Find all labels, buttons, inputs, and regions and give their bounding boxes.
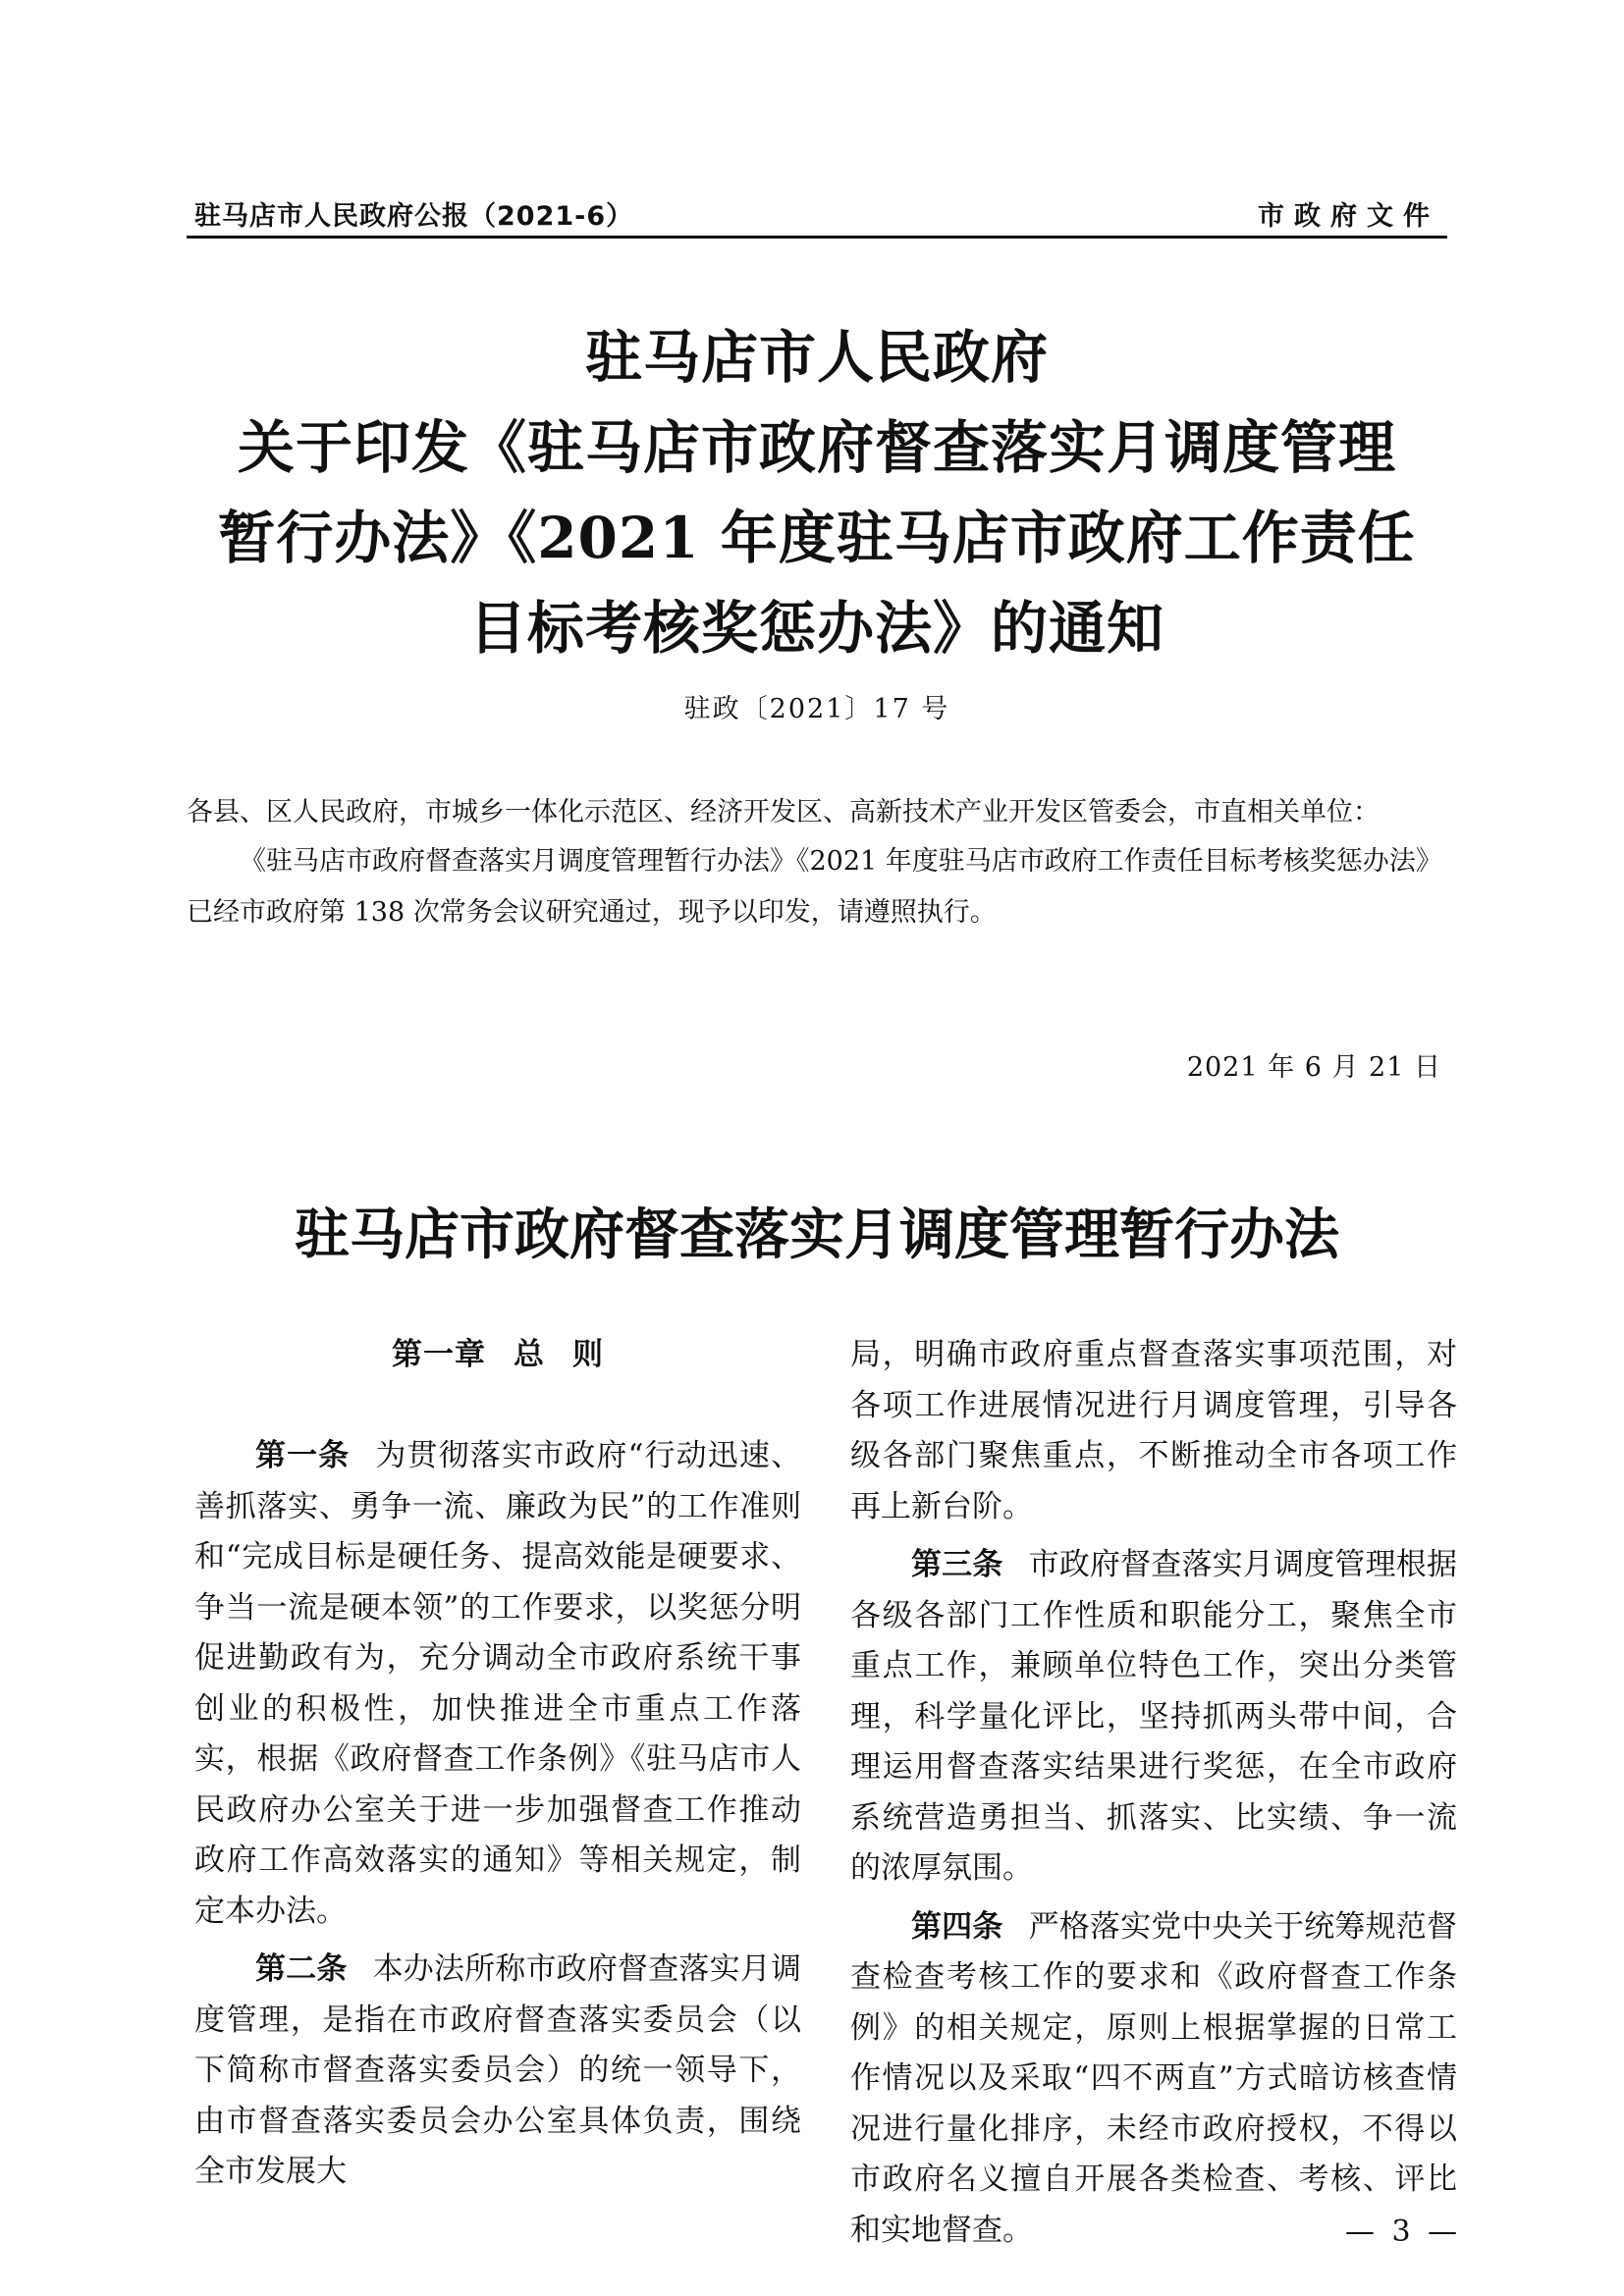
section-name: 市政府文件 (1258, 201, 1439, 232)
notice-title-line: 驻马店市人民政府 (584, 324, 1049, 391)
chapter-title-char: 则 (572, 1337, 604, 1372)
article (850, 1902, 1457, 2257)
publication-name: 驻马店市人民政府公报（2021-6） (194, 201, 634, 232)
left-column (194, 1330, 801, 2206)
notice-body: 《驻马店市政府督查落实月调度管理暂行办法》《2021 年度驻马店市政府工作责任目标考核奖惩办法》已经市政府第 138 次常务会议研究通过，现予以印发，请遵照执行。 (187, 846, 1442, 928)
article-label: 第一条 (255, 1438, 351, 1473)
article-text: 严格落实党中央关于统筹规范督查检查考核工作的要求和《政府督查工作条例》的相关规定，原则上根据掌握的日常工作情况以及采取“四不两直”方式暗访核查情况进行量化排序，未经市政府授权，不得以市政府名义擅自开展各类检查、考核、评比和实地督查。 (850, 1908, 1457, 2248)
article (194, 1431, 801, 1937)
article-label: 第四条 (911, 1908, 1003, 1945)
article-text: 为贯彻落实市政府“行动迅速、善抓落实、勇争一流、廉政为民”的工作准则和“完成目标是硬任务、提高效能是硬要求、争当一流是硬本领”的工作要求，以奖惩分明促进勤政有为，充分调动全市政府系统干事创业的积极性，加快推进全市重点工作落实，根据《政府督查工作条例》《驻马店市人民政府办公室关于进一步加强督查工作推动政府工作高效落实的通知》等相关规定，制定本办法。 (194, 1438, 801, 1929)
notice-title (187, 312, 1447, 673)
article-label: 第二条 (255, 1951, 348, 1987)
chapter-number: 第一章 (392, 1337, 486, 1372)
article (850, 1540, 1457, 1895)
article-continuation: 局，明确市政府重点督查落实事项范围，对各项工作进展情况进行月调度管理，引导各级各部门聚焦重点，不断推动全市各项工作再上新台阶。 (850, 1337, 1457, 1524)
article-label: 第三条 (911, 1547, 1003, 1582)
document-title: 驻马店市政府督查落实月调度管理暂行办法 (295, 1202, 1339, 1267)
notice-date: 2021 年 6 月 21 日 (1186, 1052, 1441, 1083)
chapter-heading (194, 1330, 801, 1381)
notice-title-line: 关于印发《驻马店市政府督查落实月调度管理 (237, 414, 1396, 481)
article (194, 1945, 801, 2198)
chapter-title-char: 总 (514, 1337, 545, 1372)
page-header (187, 192, 1447, 239)
page-number: — 3 — (1345, 2215, 1462, 2249)
article-text: 市政府督查落实月调度管理根据各级各部门工作性质和职能分工，聚焦全市重点工作，兼顾单位特色工作，突出分类管理，科学量化评比，坚持抓两头带中间，合理运用督查落实结果进行奖惩，在全市政府系统营造勇担当、抓落实、比实绩、争一流的浓厚氛围。 (850, 1547, 1457, 1886)
notice-title-line: 目标考核奖惩办法》的通知 (468, 595, 1164, 662)
document-number: 驻政〔2021〕17 号 (683, 694, 950, 724)
notice-title-line: 暂行办法》《2021 年度驻马店市政府工作责任 (218, 505, 1416, 571)
article-text: 本办法所称市政府督查落实月调度管理，是指在市政府督查落实委员会（以下简称市督查落实委员会）的统一领导下，由市督查落实委员会办公室具体负责，围绕全市发展大 (194, 1951, 801, 2189)
right-column (850, 1330, 1457, 2264)
notice-addressee: 各县、区人民政府，市城乡一体化示范区、经济开发区、高新技术产业开发区管委会，市直相关单位： (187, 797, 1380, 828)
